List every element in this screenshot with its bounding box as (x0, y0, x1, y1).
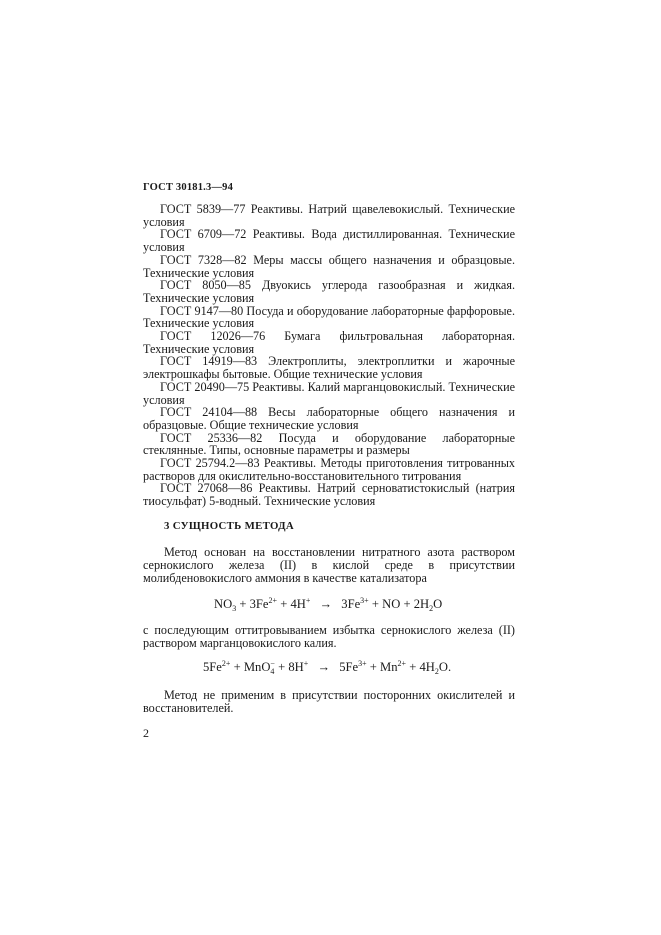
reference-item: ГОСТ 7328—82 Меры массы общего назначения и образцовые. Технические условия (143, 252, 515, 280)
reference-item: ГОСТ 8050—85 Двуокись углерода газообразная и жидкая. Технические условия (143, 278, 515, 305)
normative-references-list (143, 203, 515, 508)
method-paragraph: Метод основан на восстановлении нитратного азота раствором сернокислого железа (II) в кислой среде в присутствии молибденовокислого аммония в качестве катализатора (143, 545, 515, 585)
titration-paragraph: с последующим оттитровыванием избытка сернокислого железа (II) раствором марганцовокислого калия. (143, 623, 515, 650)
reaction-equation-1: $NO_3 + 3Fe^{2+} + 4H^+ \to 3Fe^{3+}$ + NO + $2H_2O$ (214, 596, 443, 613)
reaction-equation-2: $5Fe^{2+} + MnO_4^- + 8H^+ \to 5Fe^{3+} + Mn^{2+} + 4H_2O$. (203, 659, 452, 676)
section-heading: 3 СУЩНОСТЬ МЕТОДА (164, 520, 294, 532)
reference-item: ГОСТ 27068—86 Реактивы. Натрий серноватистокислый (натрия тиосульфат) 5-водный. Технические условия (143, 481, 515, 509)
reference-item: ГОСТ 6709—72 Реактивы. Вода дистиллированная. Технические условия (143, 227, 515, 255)
reaction-arrow: → (317, 660, 331, 674)
reference-item: ГОСТ 9147—80 Посуда и оборудование лабораторные фарфоровые. Технические условия (143, 303, 515, 331)
reference-item: ГОСТ 14919—83 Электроплиты, электроплитки и жарочные электрошкафы бытовые. Общие технические условия (143, 354, 515, 382)
reference-item: ГОСТ 12026—76 Бумага фильтровальная лабораторная. Технические условия (143, 329, 515, 356)
reference-item: ГОСТ 20490—75 Реактивы. Калий марганцовокислый. Технические условия (143, 379, 515, 407)
reference-item: ГОСТ 5839—77 Реактивы. Натрий щавелевокислый. Технические условия (143, 202, 515, 229)
reference-item: ГОСТ 24104—88 Весы лабораторные общего назначения и образцовые. Общие технические условия (143, 405, 515, 432)
document-header: ГОСТ 30181.3—94 (143, 182, 234, 193)
reference-item: ГОСТ 25794.2—83 Реактивы. Методы приготовления титрованных растворов для окислительно-восстановительного титрования (143, 456, 515, 483)
reference-item: ГОСТ 25336—82 Посуда и оборудование лабораторные стеклянные. Типы, основные параметры и размеры (143, 430, 515, 458)
page-number: 2 (143, 726, 149, 740)
limitation-paragraph: Метод не применим в присутствии посторонних окислителей и восстановителей. (143, 688, 515, 715)
reaction-arrow: → (319, 597, 333, 611)
